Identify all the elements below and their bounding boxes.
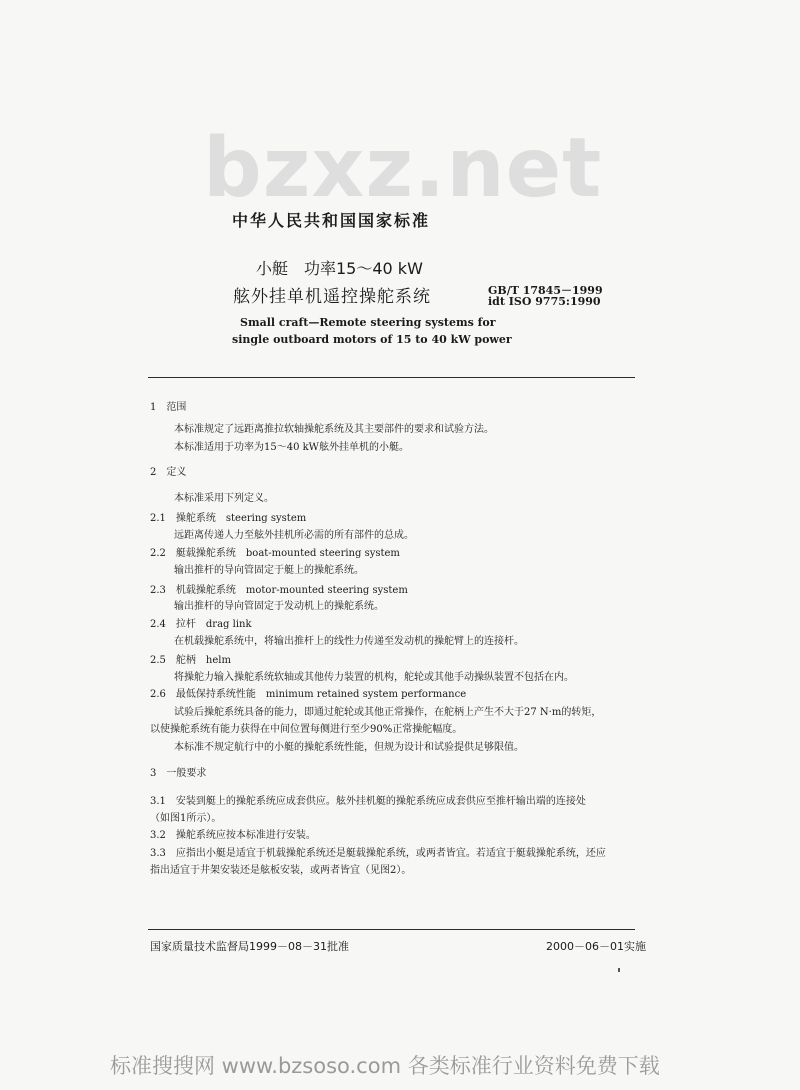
- standard-code: GB/T 17845－1999: [488, 284, 603, 297]
- definition-term: 2.2 艇载操舵系统 boat-mounted steering system: [150, 548, 400, 559]
- body-line: （如图1所示）。: [150, 813, 222, 824]
- body-line: 本标准适用于功率为15～40 kW舷外挂单机的小艇。: [174, 442, 409, 453]
- section-heading: 1 范围: [150, 402, 187, 413]
- body-line: 本标准不规定航行中的小艇的操舵系统性能，但规为设计和试验提供足够限值。: [174, 742, 524, 753]
- english-title-line-1: Small craft—Remote steering systems for: [240, 316, 496, 329]
- effective-date: 2000－06－01实施: [546, 940, 646, 953]
- title-line-2: 舷外挂单机遥控操舵系统: [233, 287, 431, 307]
- body-line: 3.3 应指出小艇是适宜于机载操舵系统还是艇载操舵系统，或两者皆宜。若适宜于艇载操舵系统，还应: [150, 848, 606, 859]
- body-line: 3.1 安装到艇上的操舵系统应成套供应。舷外挂机艇的操舵系统应成套供应至推杆输出端的连接处: [150, 796, 586, 807]
- body-line: 输出推杆的导向管固定于艇上的操舵系统。: [174, 565, 364, 576]
- definition-term: 2.1 操舵系统 steering system: [150, 513, 307, 524]
- definition-term: 2.4 拉杆 drag link: [150, 619, 252, 630]
- section-heading: 2 定义: [150, 467, 187, 478]
- body-line: 3.2 操舵系统应按本标准进行安装。: [150, 830, 316, 841]
- body-line: 本标准采用下列定义。: [174, 493, 274, 504]
- body-line: 远距离传递人力至舷外挂机所必需的所有部件的总成。: [174, 530, 414, 541]
- body-line: 试验后操舵系统具备的能力，即通过舵轮或其他正常操作，在舵柄上产生不大于27 N·m的转矩，: [174, 707, 602, 718]
- definition-term: 2.6 最低保持系统性能 minimum retained system performance: [150, 689, 467, 700]
- watermark: bzxz.net: [203, 121, 603, 216]
- scan-mark: [618, 968, 620, 972]
- body-line: 本标准规定了远距离推拉软轴操舵系统及其主要部件的要求和试验方法。: [174, 424, 494, 435]
- title-line-1: 小艇 功率15～40 kW: [256, 259, 423, 278]
- standard-name: 中华人民共和国国家标准: [232, 211, 431, 230]
- site-banner: 标准搜搜网 www.bzsoso.com 各类标准行业资料免费下载: [110, 1054, 660, 1078]
- section-heading: 3 一般要求: [150, 768, 207, 779]
- body-line: 在机载操舵系统中，将输出推杆上的线性力传递至发动机的操舵臂上的连接杆。: [174, 636, 524, 647]
- definition-term: 2.3 机载操舵系统 motor-mounted steering system: [150, 585, 408, 596]
- body-line: 以使操舵系统有能力获得在中间位置每侧进行至少90%正常操舵幅度。: [150, 724, 463, 735]
- iso-equivalence: idt ISO 9775:1990: [488, 295, 601, 308]
- body-line: 将操舵力输入操舵系统软轴或其他传力装置的机构，舵轮或其他手动操纵装置不包括在内。: [174, 672, 574, 683]
- approval-date: 国家质量技术监督局1999－08－31批准: [150, 940, 349, 953]
- definition-term: 2.5 舵柄 helm: [150, 655, 231, 666]
- body-line: 输出推杆的导向管固定于发动机上的操舵系统。: [174, 601, 384, 612]
- body-line: 指出适宜于井架安装还是舷板安装，或两者皆宜（见图2）。: [150, 865, 412, 876]
- footer-divider: [148, 929, 635, 930]
- header-divider: [148, 377, 635, 378]
- english-title-line-2: single outboard motors of 15 to 40 kW power: [232, 333, 512, 346]
